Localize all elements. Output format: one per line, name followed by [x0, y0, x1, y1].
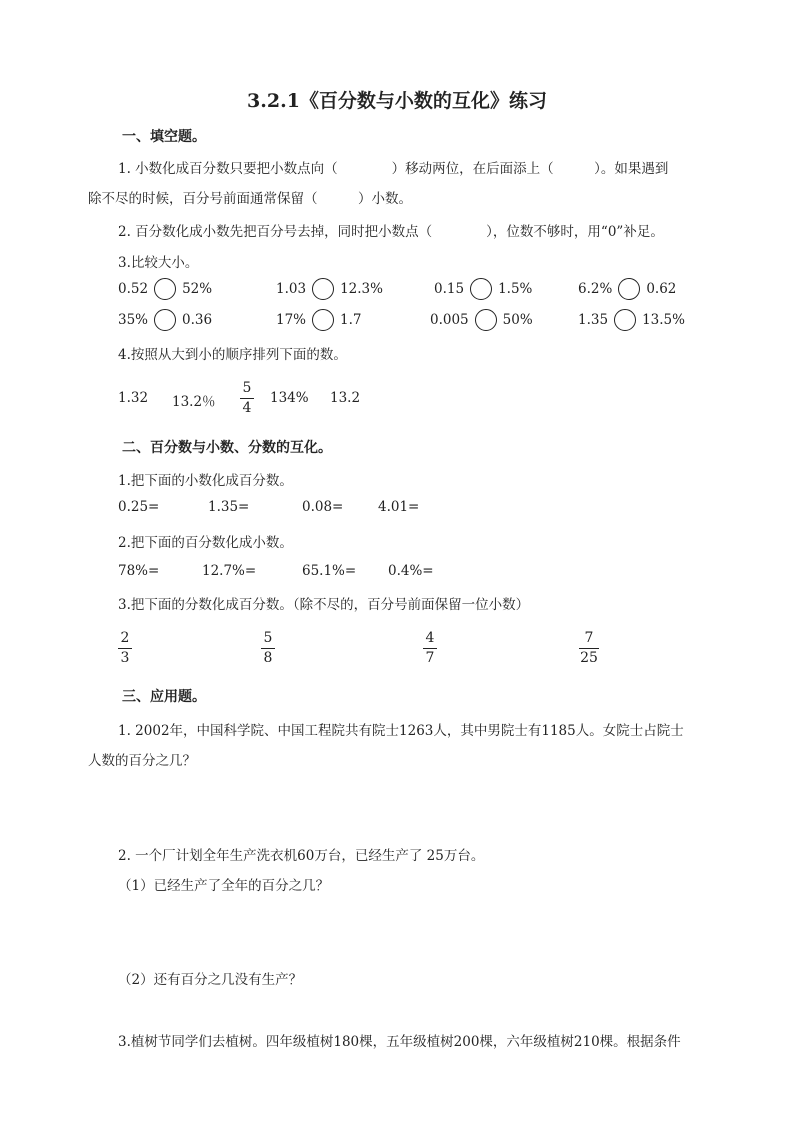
s2-q3-fraction: 4 7	[423, 630, 437, 667]
compare-circle[interactable]	[312, 309, 334, 331]
q4-number: 13.2	[330, 390, 361, 406]
s2-q3: 3.把下面的分数化成百分数。（除不尽的，百分号前面保留一位小数）	[118, 597, 530, 613]
s2-q1-item: 0.08=	[302, 499, 344, 515]
compare-item: 17% 1.7	[276, 309, 362, 331]
s2-q2-item: 78%=	[118, 563, 160, 579]
section-2-heading: 二、百分数与小数、分数的互化。	[122, 440, 332, 456]
compare-circle[interactable]	[475, 309, 497, 331]
compare-circle[interactable]	[470, 278, 492, 300]
compare-circle[interactable]	[312, 278, 334, 300]
s2-q3-fraction: 7 25	[580, 630, 598, 666]
s2-q3-fraction: 2 3	[118, 630, 132, 667]
page-title: 3.2.1《百分数与小数的互化》练习	[247, 90, 547, 112]
s2-q1-item: 0.25=	[118, 499, 160, 515]
s2-q2-item: 65.1%=	[302, 563, 357, 579]
s3-q3: 3.植树节同学们去植树。四年级植树180棵，五年级植树200棵，六年级植树210棵。根据条件	[118, 1034, 681, 1050]
section-3-heading: 三、应用题。	[122, 689, 206, 705]
compare-circle[interactable]	[154, 309, 176, 331]
q4-number: 1.32	[118, 390, 149, 406]
s3-q1-line2: 人数的百分之几？	[88, 753, 196, 769]
s3-q2-b: （2）还有百分之几没有生产？	[118, 972, 303, 988]
compare-item: 1.03 12.3%	[276, 278, 383, 300]
compare-circle[interactable]	[618, 278, 640, 300]
compare-item: 0.15 1.5%	[434, 278, 532, 300]
s2-q1: 1.把下面的小数化成百分数。	[118, 473, 293, 489]
compare-circle[interactable]	[154, 278, 176, 300]
s2-q1-item: 1.35=	[208, 499, 250, 515]
s2-q2-item: 12.7%=	[202, 563, 257, 579]
compare-circle[interactable]	[614, 309, 636, 331]
s2-q2: 2.把下面的百分数化成小数。	[118, 535, 293, 551]
s3-q1-line1: 1. 2002年，中国科学院、中国工程院共有院士1263人，其中男院士有1185人。女院士占院士	[118, 723, 684, 739]
s1-q1-line1: 1. 小数化成百分数只要把小数点向（ ）移动两位，在后面添上（ ）。如果遇到	[118, 161, 669, 177]
compare-item: 1.35 13.5%	[578, 309, 685, 331]
s1-q3: 3.比较大小。	[118, 255, 199, 271]
s3-q2-a: （1）已经生产了全年的百分之几？	[118, 878, 330, 894]
s2-q1-item: 4.01=	[378, 499, 420, 515]
s1-q1-line2: 除不尽的时候，百分号前面通常保留（ ）小数。	[88, 191, 412, 207]
s2-q3-fraction: 5 8	[261, 630, 275, 667]
compare-item: 0.005 50%	[430, 309, 533, 331]
compare-item: 6.2% 0.62	[578, 278, 676, 300]
compare-item: 0.52 52%	[118, 278, 212, 300]
q4-fraction: 5 4	[240, 380, 254, 417]
q4-number: 13.2％	[172, 394, 216, 410]
compare-item: 35% 0.36	[118, 309, 212, 331]
section-1-heading: 一、填空题。	[122, 129, 206, 145]
s1-q2: 2. 百分数化成小数先把百分号去掉，同时把小数点（ ），位数不够时，用“0”补足。	[118, 224, 664, 240]
s3-q2: 2. 一个厂计划全年生产洗衣机60万台，已经生产了 25万台。	[118, 848, 485, 864]
s1-q4: 4.按照从大到小的顺序排列下面的数。	[118, 347, 347, 363]
q4-number: 134%	[270, 390, 309, 406]
s2-q2-item: 0.4%=	[388, 563, 434, 579]
